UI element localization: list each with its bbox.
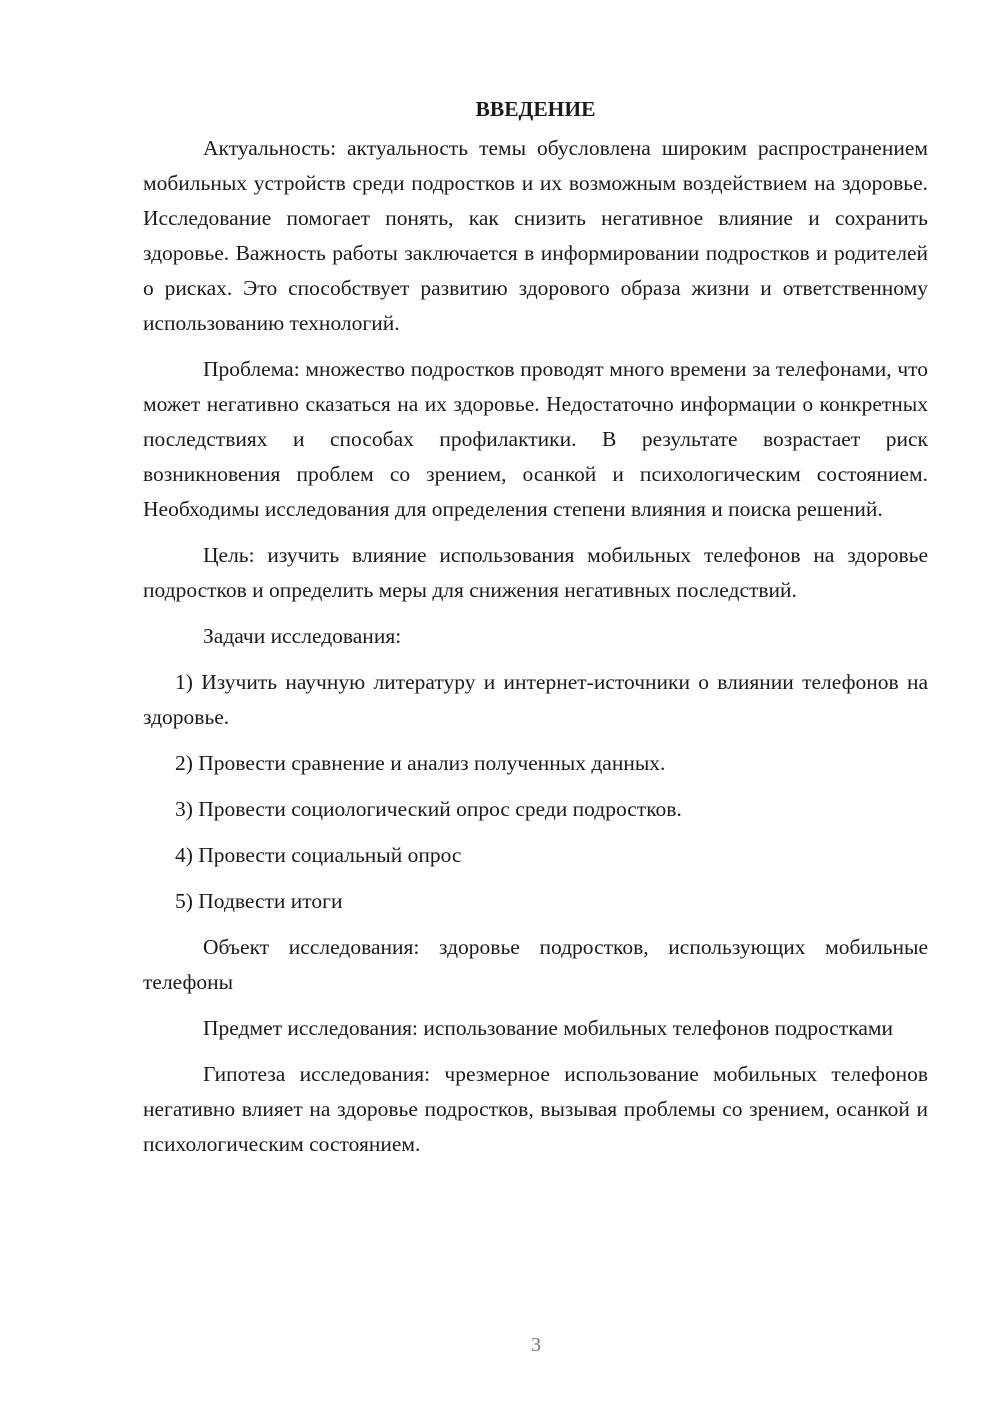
hypothesis-paragraph: Гипотеза исследования: чрезмерное использование мобильных телефонов негативно влияет на здоровье подростков, вызывая проблемы со зрением, осанкой и психологическим состоянием. xyxy=(143,1062,928,1156)
page-title: ВВЕДЕНИЕ xyxy=(475,97,596,121)
object-paragraph: Объект исследования: здоровье подростков, использующих мобильные телефоны xyxy=(143,935,928,994)
goal-paragraph: Цель: изучить влияние использования мобильных телефонов на здоровье подростков и определить меры для снижения негативных последствий. xyxy=(143,543,928,602)
page-content xyxy=(143,92,928,1173)
relevance-paragraph: Актуальность: актуальность темы обусловлена широким распространением мобильных устройств среди подростков и их возможным воздействием на здоровье. Исследование помогает понять, как снизить негативное влияние и сохранить здоровье. Важность работы заключается в информировании подростков и родителей о рисках. Это способствует развитию здорового образа жизни и ответственному использованию технологий. xyxy=(143,136,928,335)
subject-paragraph: Предмет исследования: использование мобильных телефонов подростками xyxy=(203,1016,894,1040)
page-number: 3 xyxy=(531,1334,541,1356)
tasks-heading: Задачи исследования: xyxy=(203,624,402,648)
task-item-1: 1) Изучить научную литературу и интернет-источники о влиянии телефонов на здоровье. xyxy=(143,670,928,729)
task-item-4: 4) Провести социальный опрос xyxy=(175,843,462,867)
task-item-5: 5) Подвести итоги xyxy=(175,889,343,913)
problem-paragraph: Проблема: множество подростков проводят много времени за телефонами, что может негативно сказаться на их здоровье. Недостаточно информации о конкретных последствиях и способах профилактики. В результате возрастает риск возникновения проблем со зрением, осанкой и психологическим состоянием. Необходимы исследования для определения степени влияния и поиска решений. xyxy=(143,357,928,521)
task-item-2: 2) Провести сравнение и анализ полученных данных. xyxy=(175,751,666,775)
task-item-3: 3) Провести социологический опрос среди подростков. xyxy=(175,797,682,821)
